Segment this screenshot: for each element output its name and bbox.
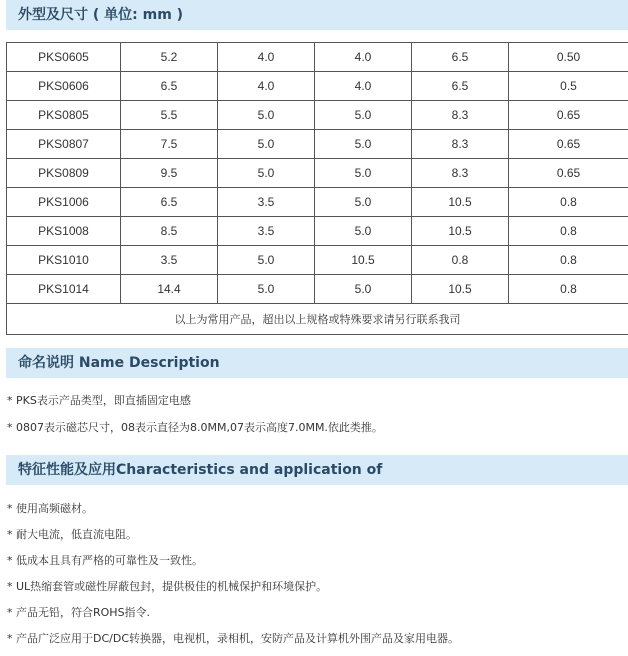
table-cell: 5.0 xyxy=(218,275,315,304)
table-cell: 8.3 xyxy=(412,130,509,159)
table-cell: 0.50 xyxy=(509,43,628,72)
table-cell: 5.0 xyxy=(315,188,412,217)
model-cell: PKS0809 xyxy=(7,159,121,188)
feature-line: * 产品广泛应用于DC/DC转换器，电视机，录相机，安防产品及计算机外围产品及家用电器。 xyxy=(7,632,460,645)
dimensions-section-title: 外型及尺寸 ( 单位: mm ) xyxy=(18,7,184,23)
table-row xyxy=(7,159,628,188)
table-row xyxy=(7,43,628,72)
table-cell: 10.5 xyxy=(412,188,509,217)
table-cell: 3.5 xyxy=(121,246,218,275)
model-cell: PKS1006 xyxy=(7,188,121,217)
model-cell: PKS1008 xyxy=(7,217,121,246)
table-cell: 8.5 xyxy=(121,217,218,246)
model-cell: PKS1014 xyxy=(7,275,121,304)
dimensions-table xyxy=(6,42,628,335)
table-cell: 5.0 xyxy=(315,217,412,246)
table-cell: 9.5 xyxy=(121,159,218,188)
table-cell: 0.8 xyxy=(509,217,628,246)
table-cell: 5.2 xyxy=(121,43,218,72)
table-cell: 4.0 xyxy=(218,43,315,72)
table-cell: 5.0 xyxy=(218,246,315,275)
feature-line: * 使用高频磁材。 xyxy=(7,502,93,515)
table-row xyxy=(7,246,628,275)
table-cell: 14.4 xyxy=(121,275,218,304)
table-cell: 0.8 xyxy=(509,275,628,304)
table-cell: 5.0 xyxy=(315,130,412,159)
table-cell: 10.5 xyxy=(412,275,509,304)
table-cell: 8.3 xyxy=(412,101,509,130)
table-row xyxy=(7,130,628,159)
table-cell: 3.5 xyxy=(218,217,315,246)
table-row xyxy=(7,72,628,101)
dimensions-section-header xyxy=(6,0,628,30)
features-section-title: 特征性能及应用Characteristics and application of xyxy=(18,462,383,478)
table-cell: 5.0 xyxy=(218,159,315,188)
naming-section-header xyxy=(6,348,628,378)
model-cell: PKS0606 xyxy=(7,72,121,101)
table-cell: 5.0 xyxy=(315,275,412,304)
table-cell: 8.3 xyxy=(412,159,509,188)
table-cell: 6.5 xyxy=(121,188,218,217)
table-cell: 0.8 xyxy=(509,246,628,275)
table-cell: 6.5 xyxy=(412,72,509,101)
table-cell: 4.0 xyxy=(315,72,412,101)
table-cell: 0.5 xyxy=(509,72,628,101)
table-cell: 6.5 xyxy=(121,72,218,101)
table-cell: 7.5 xyxy=(121,130,218,159)
feature-line: * UL热缩套管或磁性屏蔽包封，提供极佳的机械保护和环境保护。 xyxy=(7,580,328,593)
table-cell: 0.65 xyxy=(509,159,628,188)
table-cell: 5.0 xyxy=(218,130,315,159)
table-cell: 0.65 xyxy=(509,101,628,130)
table-cell: 5.5 xyxy=(121,101,218,130)
table-cell: 5.0 xyxy=(315,159,412,188)
table-row xyxy=(7,188,628,217)
model-cell: PKS0605 xyxy=(7,43,121,72)
naming-line: * PKS表示产品类型，即直插固定电感 xyxy=(7,394,191,407)
table-cell: 4.0 xyxy=(218,72,315,101)
table-cell: 10.5 xyxy=(315,246,412,275)
table-row xyxy=(7,275,628,304)
table-cell: 0.65 xyxy=(509,130,628,159)
table-cell: 0.8 xyxy=(509,188,628,217)
naming-section-title: 命名说明 Name Description xyxy=(18,355,220,371)
table-row xyxy=(7,217,628,246)
table-note: 以上为常用产品，超出以上规格或特殊要求请另行联系我司 xyxy=(7,304,628,335)
naming-line: * 0807表示磁芯尺寸，08表示直径为8.0MM,07表示高度7.0MM.依此类推。 xyxy=(7,421,383,434)
table-cell: 0.8 xyxy=(412,246,509,275)
feature-line: * 耐大电流，低直流电阻。 xyxy=(7,528,137,541)
table-note-row xyxy=(7,304,628,335)
table-cell: 5.0 xyxy=(315,101,412,130)
table-cell: 3.5 xyxy=(218,188,315,217)
feature-line: * 产品无铅，符合ROHS指令. xyxy=(7,606,151,619)
table-cell: 10.5 xyxy=(412,217,509,246)
model-cell: PKS0805 xyxy=(7,101,121,130)
features-section-header xyxy=(6,455,628,485)
feature-line: * 低成本且具有严格的可靠性及一致性。 xyxy=(7,554,203,567)
table-cell: 5.0 xyxy=(218,101,315,130)
model-cell: PKS0807 xyxy=(7,130,121,159)
table-cell: 6.5 xyxy=(412,43,509,72)
table-cell: 4.0 xyxy=(315,43,412,72)
model-cell: PKS1010 xyxy=(7,246,121,275)
table-row xyxy=(7,101,628,130)
